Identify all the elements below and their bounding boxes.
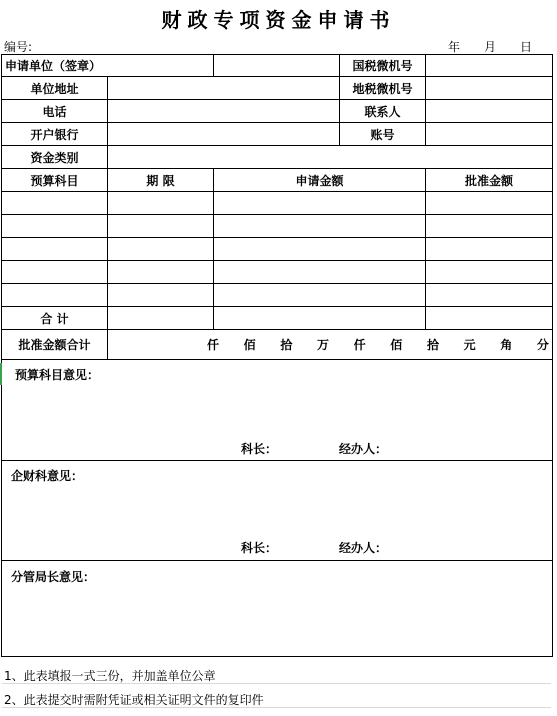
table-row (2, 238, 553, 261)
account-label: 账号 (340, 123, 426, 146)
unit-fen: 分 (536, 338, 549, 352)
contact-value[interactable] (426, 100, 553, 123)
budget-subject-header: 预算科目 (2, 169, 108, 192)
unit-wan: 万 (316, 338, 329, 352)
approved-cell[interactable] (426, 261, 553, 284)
phone-label: 电话 (2, 100, 108, 123)
unit-shi: 拾 (280, 338, 293, 352)
total-approved-cell[interactable] (426, 307, 553, 330)
table-row (2, 215, 553, 238)
budget-opinion-label: 预算科目意见： (15, 368, 100, 382)
unit-shi-2: 拾 (426, 338, 439, 352)
requested-cell[interactable] (214, 215, 426, 238)
period-cell[interactable] (108, 215, 214, 238)
fund-type-row (2, 146, 553, 169)
approved-cell[interactable] (426, 284, 553, 307)
budget-cell[interactable] (2, 261, 108, 284)
unit-jiao: 角 (500, 338, 513, 352)
applicant-value[interactable] (214, 55, 340, 77)
period-cell[interactable] (108, 192, 214, 215)
national-tax-value[interactable] (426, 55, 553, 77)
period-cell[interactable] (108, 284, 214, 307)
table-row (2, 284, 553, 307)
fund-type-value[interactable] (108, 146, 553, 169)
table-row (2, 261, 553, 284)
bank-label: 开户银行 (2, 123, 108, 146)
address-label: 单位地址 (2, 77, 108, 100)
month-label: 月 (484, 40, 497, 54)
period-cell[interactable] (108, 261, 214, 284)
approved-cell[interactable] (426, 192, 553, 215)
note-2: 2、此表提交时需附凭证或相关证明文件的复印件 (4, 693, 264, 707)
national-tax-label: 国税微机号 (340, 55, 426, 77)
note-1: 1、此表填报一式三份，并加盖单位公章 (4, 669, 216, 683)
approved-cell[interactable] (426, 238, 553, 261)
total-label: 合 计 (2, 307, 108, 330)
approved-total-units[interactable] (108, 330, 553, 360)
unit-qian: 仟 (207, 338, 220, 352)
requested-cell[interactable] (214, 261, 426, 284)
address-value[interactable] (108, 77, 340, 100)
local-tax-label: 地税微机号 (340, 77, 426, 100)
requested-cell[interactable] (214, 238, 426, 261)
applicant-label: 申请单位（签章） (2, 55, 214, 77)
period-header: 期 限 (108, 169, 214, 192)
approved-cell[interactable] (426, 215, 553, 238)
enterprise-opinion-label: 企财科意见： (11, 469, 84, 483)
approved-amount-header: 批准金额 (426, 169, 553, 192)
budget-cell[interactable] (2, 284, 108, 307)
local-tax-value[interactable] (426, 77, 553, 100)
requested-cell[interactable] (214, 284, 426, 307)
application-form (1, 54, 553, 657)
total-row (2, 307, 553, 330)
budget-opinion-box[interactable] (2, 360, 553, 461)
bank-value[interactable] (108, 123, 340, 146)
applicant-row (2, 55, 553, 77)
enterprise-handler-label: 经办人： (339, 541, 388, 555)
period-cell[interactable] (108, 238, 214, 261)
requested-cell[interactable] (214, 192, 426, 215)
unit-bai-2: 佰 (390, 338, 403, 352)
account-value[interactable] (426, 123, 553, 146)
table-row (2, 192, 553, 215)
requested-amount-header: 申请金额 (214, 169, 426, 192)
fund-type-label: 资金类别 (2, 146, 108, 169)
director-opinion-row (2, 561, 553, 657)
unit-qian-2: 仟 (353, 338, 366, 352)
budget-opinion-row (2, 360, 553, 461)
enterprise-chief-label: 科长： (241, 541, 278, 555)
bank-row (2, 123, 553, 146)
number-label: 编号: (4, 40, 33, 54)
unit-yuan: 元 (463, 338, 476, 352)
enterprise-opinion-box[interactable] (2, 461, 553, 561)
phone-value[interactable] (108, 100, 340, 123)
budget-cell[interactable] (2, 215, 108, 238)
phone-row (2, 100, 553, 123)
day-label: 日 (520, 40, 533, 54)
budget-handler-label: 经办人： (339, 442, 388, 456)
director-opinion-box[interactable] (2, 561, 553, 657)
amount-unit-row (111, 336, 549, 353)
budget-cell[interactable] (2, 192, 108, 215)
address-row (2, 77, 553, 100)
row-selection-marker (0, 363, 2, 385)
enterprise-opinion-row (2, 461, 553, 561)
total-requested-cell[interactable] (214, 307, 426, 330)
budget-header-row (2, 169, 553, 192)
approved-total-row (2, 330, 553, 360)
contact-label: 联系人 (340, 100, 426, 123)
director-opinion-label: 分管局长意见： (11, 570, 96, 584)
budget-chief-label: 科长： (241, 442, 278, 456)
page-title: 财政专项资金申请书 (161, 8, 396, 32)
approved-total-label: 批准金额合计 (2, 330, 108, 360)
total-period-cell[interactable] (108, 307, 214, 330)
year-label: 年 (448, 40, 461, 54)
budget-cell[interactable] (2, 238, 108, 261)
unit-bai: 佰 (243, 338, 256, 352)
